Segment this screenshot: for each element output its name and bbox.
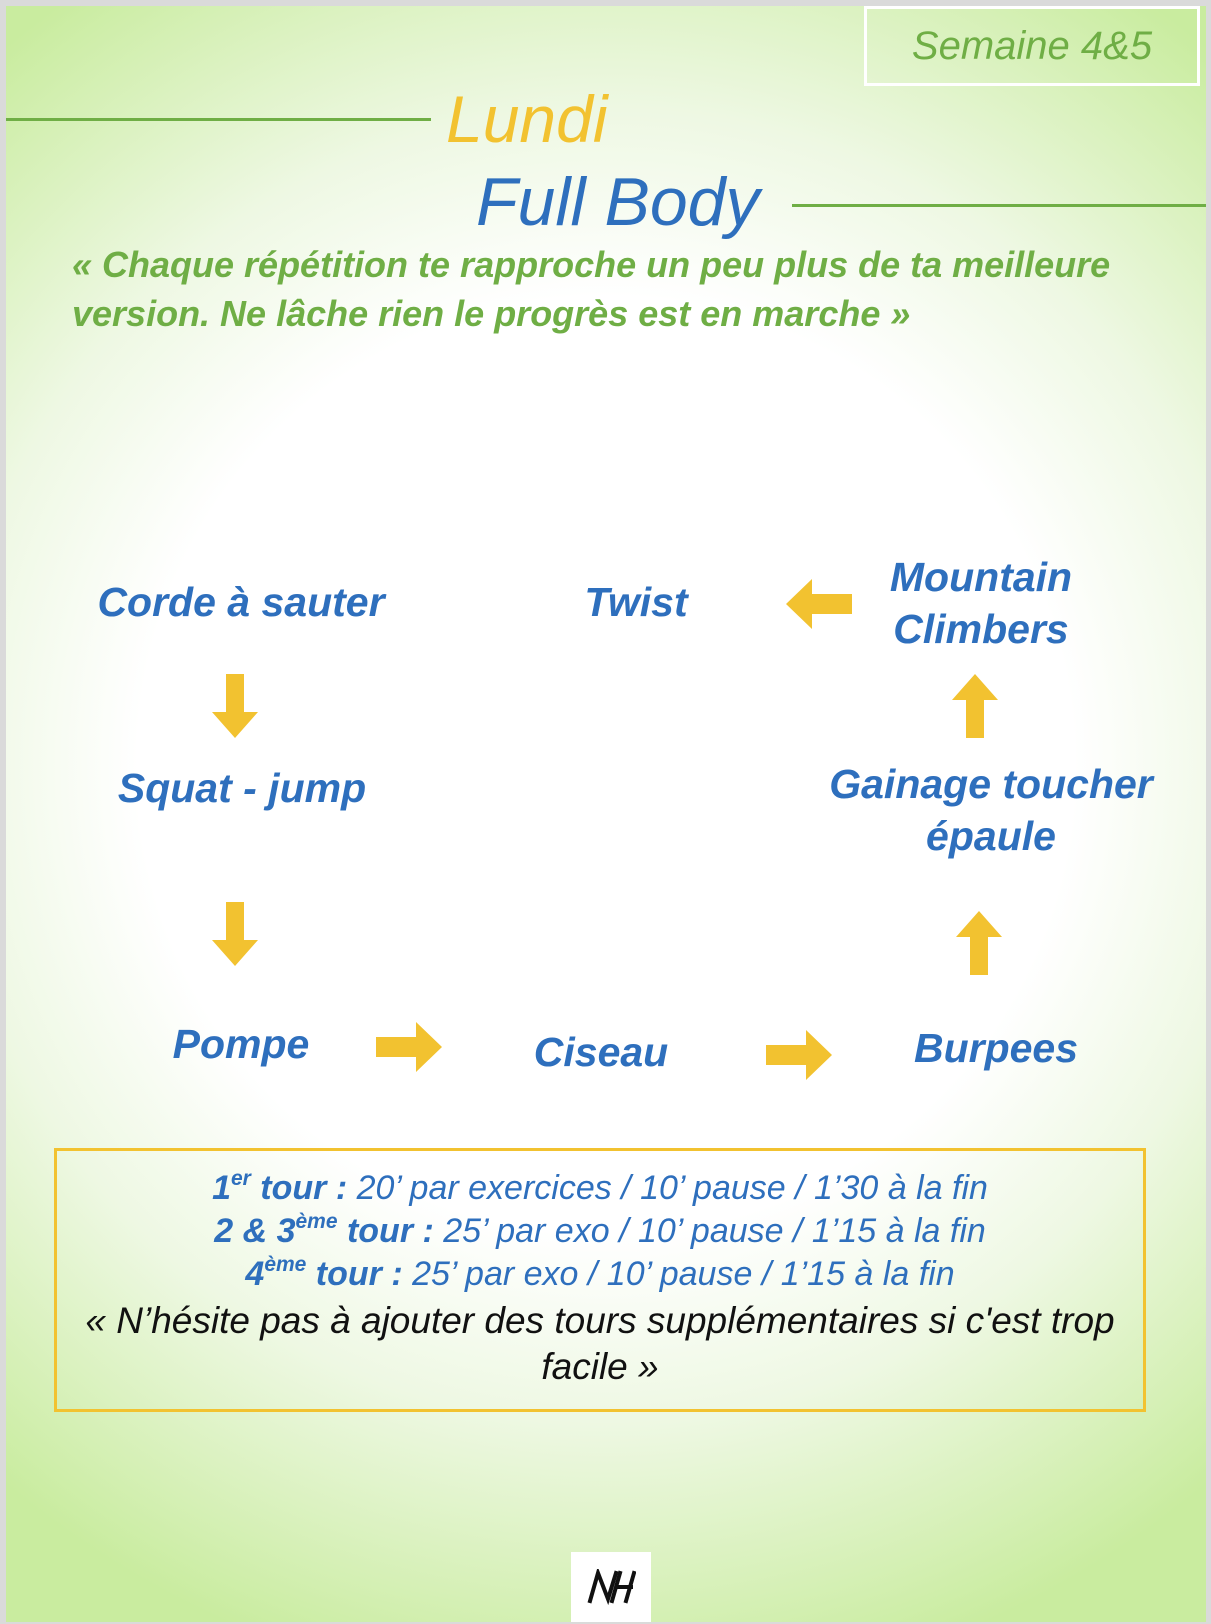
round-4-sup: ème bbox=[264, 1253, 307, 1276]
exercise-pushup: Pompe bbox=[172, 1021, 310, 1067]
round-4-word: tour : bbox=[306, 1255, 403, 1293]
arrow-right-icon bbox=[376, 1022, 442, 1072]
round-2-text: 25’ par exo / 10’ pause / 1’15 à la fin bbox=[433, 1212, 986, 1250]
logo-mark bbox=[586, 1569, 636, 1605]
exercise-scissor: Ciseau bbox=[533, 1029, 669, 1075]
arrow-down-icon bbox=[212, 674, 258, 738]
exercise-mountain-climbers: Mountain Climbers bbox=[889, 554, 1073, 652]
motivation-quote: « Chaque répétition te rapproche un peu plus de ta meilleure version. Ne lâche rien le progrès est en marche » bbox=[72, 244, 1111, 334]
header-line-right bbox=[792, 204, 1206, 207]
exercise-plank-shoulder-tap: Gainage toucher épaule bbox=[829, 761, 1153, 859]
exercise-twist: Twist bbox=[584, 579, 688, 625]
round-2-label: 2 & 3 bbox=[214, 1212, 296, 1250]
round-1-word: tour : bbox=[250, 1169, 348, 1207]
week-badge bbox=[864, 6, 1200, 86]
day-title: Lundi bbox=[446, 82, 608, 156]
exercise-squat-jump: Squat - jump bbox=[117, 765, 367, 811]
round-4-line bbox=[57, 1253, 1143, 1296]
round-1-text: 20’ par exercices / 10’ pause / 1’30 à la fin bbox=[347, 1169, 988, 1207]
workout-title: Full Body bbox=[476, 164, 760, 240]
rounds-box bbox=[54, 1148, 1146, 1412]
round-2-sup: ème bbox=[295, 1210, 338, 1233]
logo-icon bbox=[571, 1552, 651, 1622]
round-2-3-line bbox=[57, 1210, 1143, 1253]
exercise-burpees: Burpees bbox=[913, 1025, 1079, 1071]
page bbox=[6, 6, 1206, 1622]
round-2-word: tour : bbox=[337, 1212, 434, 1250]
arrow-up-icon bbox=[956, 911, 1002, 975]
round-1-sup: er bbox=[231, 1167, 251, 1190]
extra-rounds-note: « N’hésite pas à ajouter des tours supplémentaires si c'est trop facile » bbox=[85, 1300, 1115, 1387]
exercise-jump-rope: Corde à sauter bbox=[97, 579, 385, 625]
arrow-down-icon bbox=[212, 902, 258, 966]
round-4-label: 4 bbox=[245, 1255, 265, 1293]
round-4-text: 25’ par exo / 10’ pause / 1’15 à la fin bbox=[402, 1255, 955, 1293]
arrow-up-icon bbox=[952, 674, 998, 738]
arrow-left-icon bbox=[786, 579, 852, 629]
round-1-label: 1 bbox=[212, 1169, 231, 1207]
header-line-left bbox=[6, 118, 431, 121]
round-1-line bbox=[57, 1167, 1143, 1210]
week-label: Semaine 4&5 bbox=[911, 23, 1153, 68]
arrow-right-icon bbox=[766, 1030, 832, 1080]
